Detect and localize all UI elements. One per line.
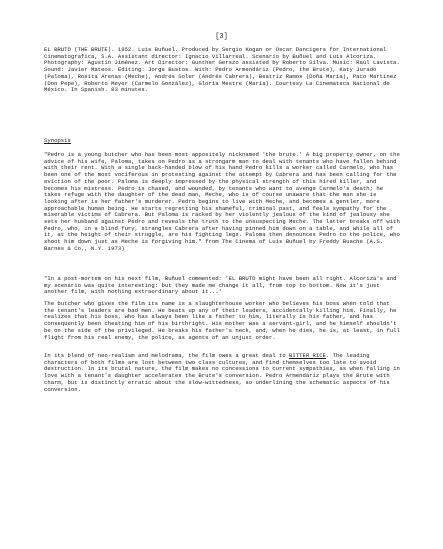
synopsis-heading: Synopsis [44, 137, 71, 144]
body-paragraph-2 [44, 353, 400, 393]
body-paragraph-1-text: The butcher who gives the film its name is a slaughterhouse worker who believes his boss when told that the tenant's leaders are bad men. He beats up any of their leaders, accidentally killing him. Finally, he realizes that his boss, who has always been like a father to him, literally is his father, and has consequently been cheating him of his birthright. His mother was a servant-girl, and he himself shouldn't be on the side of the privileged. He breaks his father's neck, and, when he dies, he is, at least, in full flight from his real enemy, the police, as agents of an unjust order. [44, 300, 400, 341]
buache-quote: "In a post-mortem on his next film, Buñuel commented: 'EL BRUTO might have been all right. Alcoriza's and my scenario was quite interesting: but they made me change it all, from top to bottom. Now it's just another film, with nothing extraordinary about it...' [44, 275, 397, 296]
film-credits: EL BRUTO (THE BRUTE). 1952. Luis Buñuel. Produced by Sergio Kogan or Oscar Dancigers for International Cinematografica, S.A. Assistant director: Ignacio Villarreal. Scenario by Buñuel and Luis Alcoriza. Photography: Agustín Jiménez. Art Director: Gunther Gerszo assisted by Roberto Silva. Music: Raúl Lavista. Sound: Javier Mateos. Editing: Jorge Bustos. With: Pedro Armendáriz (Pedro, the Brute), Katy Jurado (Paloma), Rosita Arenas (Meche), Andrés Soler (Andrés Cabrera), Beatriz Ramos (Doña María), Paco Martínez (Don Pepe), Roberto Meyer (Carmelo González), Gloria Mestre (María). Courtesy La Cinemateca Nacional de México. In Spanish. 83 minutes. [44, 46, 400, 94]
body-paragraph-2-before: In its blend of neo-realism and melodrama, the film owes a great deal to [44, 352, 290, 359]
synopsis-quote: "Pedro is a young butcher who has been most appositely nicknamed 'the brute.' A big property owner, on the advice of his wife, Paloma, takes on Pedro as a strongarm man to deal with tenants who have fallen behind with their rent. With a single back-handed blow of his hand Pedro kills a worker called Carmelo, who has been one of the most vociferous in protesting against the attempt by Cabrera and has been calling for the eviction of the poor. Paloma is deeply impressed by the physical strength of this hired killer, and becomes his mistress. Pedro is chased, and wounded, by tenants who want to avenge Carmelo's death; he takes refuge with the daughter of the dead man, Meche, who is of course unaware that the man she is looking after is her father's murderer. Pedro begins to live with Meche, and becomes a gentler, more approachable human being. He starts regretting his shameful, criminal past, and feels sympathy for the miserable victims of Cabrera. But Paloma is racked by her violently jealous of the kind of jealousy she sets her husband against Pedro and reveals the truth to the unsuspecting Meche. The latter breaks off with Pedro, who, in a blind fury, strangles Cabrera after having pinned him down on a table, and while all of it, at the height of their struggle, are his fighting legs. Paloma then denounces Pedro to the police, who shoot him down just as Meche is forgiving him." from The Cinema of Luis Buñuel by Freddy Buache (A.S. Barnes & Co., N.Y. 1973) [44, 151, 400, 252]
page-number: [3] [215, 33, 228, 41]
bitter-rice-title: BITTER RICE [289, 352, 326, 359]
body-paragraph-2-after: . The leading characters of both films are lost between two class cultures, and find themselves too late to avoid destruction. In its brutal nature, the film makes no concessions to current sympathies, as when falling in love with a tenant's daughter accelerates the Brute's conversion. Pedro Armendáriz plays the Brute with charm, but is distinctly erratic about the slow-wittedness, so underlining the schematic aspects of his conversion. [44, 352, 400, 393]
body-paragraph-1 [44, 301, 400, 341]
